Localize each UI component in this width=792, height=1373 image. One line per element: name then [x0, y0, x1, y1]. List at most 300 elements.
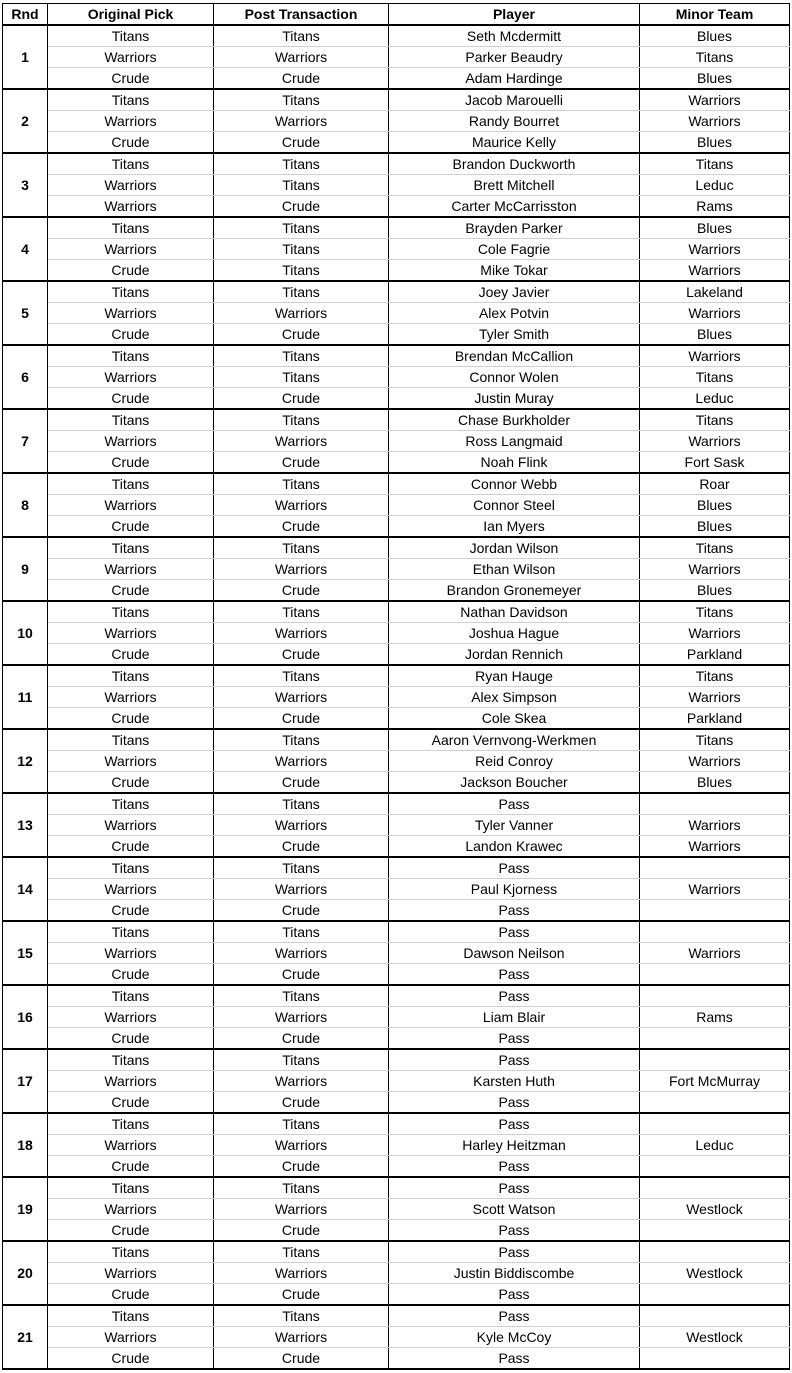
original-pick-cell: Warriors	[48, 367, 214, 388]
player-cell: Landon Krawec	[389, 836, 640, 858]
round-number: 9	[3, 537, 48, 601]
header-rnd: Rnd	[3, 4, 48, 26]
post-transaction-cell: Warriors	[214, 623, 389, 644]
table-row	[3, 175, 790, 196]
round-number: 19	[3, 1177, 48, 1241]
post-transaction-cell: Titans	[214, 473, 389, 495]
post-transaction-cell: Titans	[214, 281, 389, 303]
original-pick-cell: Crude	[48, 1220, 214, 1242]
table-row	[3, 815, 790, 836]
minor-team-cell	[640, 793, 790, 815]
minor-team-cell: Blues	[640, 132, 790, 154]
post-transaction-cell: Warriors	[214, 1199, 389, 1220]
original-pick-cell: Warriors	[48, 1007, 214, 1028]
player-cell: Jordan Wilson	[389, 537, 640, 559]
player-cell: Pass	[389, 1348, 640, 1370]
table-row	[3, 1199, 790, 1220]
player-cell: Pass	[389, 985, 640, 1007]
table-row	[3, 1327, 790, 1348]
original-pick-cell: Crude	[48, 324, 214, 346]
player-cell: Brandon Gronemeyer	[389, 580, 640, 602]
player-cell: Maurice Kelly	[389, 132, 640, 154]
original-pick-cell: Warriors	[48, 559, 214, 580]
post-transaction-cell: Titans	[214, 793, 389, 815]
post-transaction-cell: Warriors	[214, 1007, 389, 1028]
table-row	[3, 793, 790, 815]
post-transaction-cell: Titans	[214, 1241, 389, 1263]
post-transaction-cell: Warriors	[214, 431, 389, 452]
table-row	[3, 281, 790, 303]
minor-team-cell: Roar	[640, 473, 790, 495]
minor-team-cell: Leduc	[640, 388, 790, 410]
round-number: 15	[3, 921, 48, 985]
player-cell: Pass	[389, 964, 640, 986]
post-transaction-cell: Warriors	[214, 687, 389, 708]
player-cell: Pass	[389, 1092, 640, 1114]
original-pick-cell: Warriors	[48, 1199, 214, 1220]
original-pick-cell: Crude	[48, 1284, 214, 1306]
post-transaction-cell: Crude	[214, 964, 389, 986]
post-transaction-cell: Warriors	[214, 495, 389, 516]
player-cell: Pass	[389, 900, 640, 922]
player-cell: Justin Muray	[389, 388, 640, 410]
round-number: 20	[3, 1241, 48, 1305]
original-pick-cell: Titans	[48, 1305, 214, 1327]
original-pick-cell: Titans	[48, 601, 214, 623]
post-transaction-cell: Warriors	[214, 879, 389, 900]
table-row	[3, 196, 790, 218]
original-pick-cell: Warriors	[48, 239, 214, 260]
original-pick-cell: Warriors	[48, 687, 214, 708]
original-pick-cell: Titans	[48, 1241, 214, 1263]
original-pick-cell: Titans	[48, 1113, 214, 1135]
table-row	[3, 1113, 790, 1135]
post-transaction-cell: Warriors	[214, 559, 389, 580]
table-row	[3, 559, 790, 580]
player-cell: Connor Webb	[389, 473, 640, 495]
table-row	[3, 729, 790, 751]
minor-team-cell: Blues	[640, 772, 790, 794]
original-pick-cell: Titans	[48, 793, 214, 815]
table-row	[3, 68, 790, 90]
minor-team-cell: Westlock	[640, 1199, 790, 1220]
table-row	[3, 1241, 790, 1263]
minor-team-cell	[640, 1348, 790, 1370]
post-transaction-cell: Crude	[214, 1028, 389, 1050]
table-row	[3, 900, 790, 922]
table-row	[3, 964, 790, 986]
table-row	[3, 644, 790, 666]
minor-team-cell	[640, 1284, 790, 1306]
player-cell: Cole Fagrie	[389, 239, 640, 260]
table-row	[3, 537, 790, 559]
player-cell: Alex Simpson	[389, 687, 640, 708]
table-row	[3, 772, 790, 794]
table-row	[3, 153, 790, 175]
player-cell: Brendan McCallion	[389, 345, 640, 367]
original-pick-cell: Warriors	[48, 943, 214, 964]
minor-team-cell: Blues	[640, 495, 790, 516]
player-cell: Pass	[389, 1305, 640, 1327]
player-cell: Carter McCarrisston	[389, 196, 640, 218]
original-pick-cell: Titans	[48, 217, 214, 239]
original-pick-cell: Warriors	[48, 1327, 214, 1348]
table-row	[3, 495, 790, 516]
player-cell: Pass	[389, 1177, 640, 1199]
original-pick-cell: Warriors	[48, 751, 214, 772]
player-cell: Kyle McCoy	[389, 1327, 640, 1348]
minor-team-cell: Titans	[640, 47, 790, 68]
player-cell: Pass	[389, 857, 640, 879]
post-transaction-cell: Crude	[214, 452, 389, 474]
original-pick-cell: Crude	[48, 68, 214, 90]
player-cell: Seth Mcdermitt	[389, 25, 640, 47]
round-number: 10	[3, 601, 48, 665]
original-pick-cell: Crude	[48, 388, 214, 410]
original-pick-cell: Warriors	[48, 47, 214, 68]
post-transaction-cell: Crude	[214, 324, 389, 346]
table-row	[3, 1092, 790, 1114]
table-row	[3, 303, 790, 324]
round-number: 4	[3, 217, 48, 281]
minor-team-cell: Warriors	[640, 879, 790, 900]
original-pick-cell: Warriors	[48, 1263, 214, 1284]
table-row	[3, 431, 790, 452]
post-transaction-cell: Crude	[214, 132, 389, 154]
table-row	[3, 1156, 790, 1178]
minor-team-cell: Blues	[640, 324, 790, 346]
player-cell: Tyler Vanner	[389, 815, 640, 836]
minor-team-cell: Blues	[640, 580, 790, 602]
original-pick-cell: Crude	[48, 516, 214, 538]
player-cell: Ryan Hauge	[389, 665, 640, 687]
post-transaction-cell: Crude	[214, 196, 389, 218]
post-transaction-cell: Warriors	[214, 303, 389, 324]
round-number: 7	[3, 409, 48, 473]
minor-team-cell: Warriors	[640, 559, 790, 580]
table-row	[3, 1177, 790, 1199]
minor-team-cell: Titans	[640, 537, 790, 559]
round-number: 13	[3, 793, 48, 857]
minor-team-cell: Warriors	[640, 751, 790, 772]
table-row	[3, 89, 790, 111]
player-cell: Connor Wolen	[389, 367, 640, 388]
table-row	[3, 601, 790, 623]
minor-team-cell: Titans	[640, 153, 790, 175]
post-transaction-cell: Warriors	[214, 111, 389, 132]
post-transaction-cell: Titans	[214, 985, 389, 1007]
minor-team-cell: Warriors	[640, 303, 790, 324]
player-cell: Nathan Davidson	[389, 601, 640, 623]
minor-team-cell: Fort McMurray	[640, 1071, 790, 1092]
minor-team-cell: Warriors	[640, 687, 790, 708]
round-number: 21	[3, 1305, 48, 1369]
table-row	[3, 1135, 790, 1156]
minor-team-cell	[640, 1241, 790, 1263]
original-pick-cell: Crude	[48, 132, 214, 154]
minor-team-cell: Blues	[640, 25, 790, 47]
player-cell: Pass	[389, 1241, 640, 1263]
player-cell: Ross Langmaid	[389, 431, 640, 452]
post-transaction-cell: Titans	[214, 217, 389, 239]
original-pick-cell: Titans	[48, 729, 214, 751]
header-post-transaction: Post Transaction	[214, 4, 389, 26]
minor-team-cell: Titans	[640, 729, 790, 751]
minor-team-cell: Warriors	[640, 943, 790, 964]
table-row	[3, 751, 790, 772]
table-row	[3, 836, 790, 858]
table-row	[3, 1071, 790, 1092]
round-number: 3	[3, 153, 48, 217]
original-pick-cell: Warriors	[48, 303, 214, 324]
original-pick-cell: Crude	[48, 836, 214, 858]
header-player: Player	[389, 4, 640, 26]
post-transaction-cell: Crude	[214, 1156, 389, 1178]
original-pick-cell: Warriors	[48, 495, 214, 516]
table-row	[3, 985, 790, 1007]
table-row	[3, 1348, 790, 1370]
original-pick-cell: Titans	[48, 1177, 214, 1199]
player-cell: Joshua Hague	[389, 623, 640, 644]
post-transaction-cell: Crude	[214, 1284, 389, 1306]
post-transaction-cell: Warriors	[214, 1071, 389, 1092]
post-transaction-cell: Crude	[214, 1220, 389, 1242]
player-cell: Paul Kjorness	[389, 879, 640, 900]
post-transaction-cell: Titans	[214, 1305, 389, 1327]
round-number: 2	[3, 89, 48, 153]
draft-body	[3, 25, 790, 1369]
post-transaction-cell: Warriors	[214, 1263, 389, 1284]
player-cell: Pass	[389, 1284, 640, 1306]
original-pick-cell: Crude	[48, 644, 214, 666]
player-cell: Pass	[389, 921, 640, 943]
post-transaction-cell: Titans	[214, 729, 389, 751]
table-row	[3, 473, 790, 495]
original-pick-cell: Titans	[48, 1049, 214, 1071]
minor-team-cell	[640, 1028, 790, 1050]
original-pick-cell: Crude	[48, 260, 214, 282]
post-transaction-cell: Crude	[214, 644, 389, 666]
player-cell: Pass	[389, 1049, 640, 1071]
player-cell: Parker Beaudry	[389, 47, 640, 68]
player-cell: Pass	[389, 1113, 640, 1135]
minor-team-cell	[640, 1049, 790, 1071]
minor-team-cell: Warriors	[640, 623, 790, 644]
player-cell: Jacob Marouelli	[389, 89, 640, 111]
original-pick-cell: Titans	[48, 985, 214, 1007]
table-row	[3, 879, 790, 900]
minor-team-cell: Warriors	[640, 111, 790, 132]
post-transaction-cell: Crude	[214, 836, 389, 858]
post-transaction-cell: Titans	[214, 345, 389, 367]
table-row	[3, 516, 790, 538]
table-row	[3, 1028, 790, 1050]
player-cell: Pass	[389, 1156, 640, 1178]
table-row	[3, 25, 790, 47]
player-cell: Pass	[389, 1028, 640, 1050]
player-cell: Joey Javier	[389, 281, 640, 303]
post-transaction-cell: Crude	[214, 516, 389, 538]
player-cell: Connor Steel	[389, 495, 640, 516]
table-row	[3, 260, 790, 282]
original-pick-cell: Titans	[48, 281, 214, 303]
minor-team-cell: Titans	[640, 665, 790, 687]
player-cell: Jackson Boucher	[389, 772, 640, 794]
round-number: 11	[3, 665, 48, 729]
post-transaction-cell: Crude	[214, 1092, 389, 1114]
post-transaction-cell: Crude	[214, 388, 389, 410]
post-transaction-cell: Crude	[214, 900, 389, 922]
table-row	[3, 665, 790, 687]
player-cell: Tyler Smith	[389, 324, 640, 346]
original-pick-cell: Warriors	[48, 623, 214, 644]
player-cell: Dawson Neilson	[389, 943, 640, 964]
player-cell: Noah Flink	[389, 452, 640, 474]
minor-team-cell: Blues	[640, 516, 790, 538]
table-row	[3, 367, 790, 388]
minor-team-cell: Leduc	[640, 1135, 790, 1156]
post-transaction-cell: Titans	[214, 239, 389, 260]
original-pick-cell: Titans	[48, 25, 214, 47]
post-transaction-cell: Titans	[214, 409, 389, 431]
player-cell: Harley Heitzman	[389, 1135, 640, 1156]
original-pick-cell: Crude	[48, 772, 214, 794]
table-row	[3, 1263, 790, 1284]
post-transaction-cell: Warriors	[214, 1327, 389, 1348]
minor-team-cell	[640, 964, 790, 986]
header-original-pick: Original Pick	[48, 4, 214, 26]
post-transaction-cell: Titans	[214, 1113, 389, 1135]
player-cell: Aaron Vernvong-Werkmen	[389, 729, 640, 751]
player-cell: Brett Mitchell	[389, 175, 640, 196]
table-row	[3, 217, 790, 239]
player-cell: Brandon Duckworth	[389, 153, 640, 175]
original-pick-cell: Crude	[48, 1156, 214, 1178]
minor-team-cell: Warriors	[640, 815, 790, 836]
minor-team-cell: Rams	[640, 196, 790, 218]
post-transaction-cell: Crude	[214, 772, 389, 794]
original-pick-cell: Titans	[48, 345, 214, 367]
round-number: 6	[3, 345, 48, 409]
table-row	[3, 1305, 790, 1327]
table-row	[3, 47, 790, 68]
original-pick-cell: Crude	[48, 708, 214, 730]
draft-table	[2, 3, 790, 1370]
original-pick-cell: Crude	[48, 900, 214, 922]
player-cell: Reid Conroy	[389, 751, 640, 772]
player-cell: Karsten Huth	[389, 1071, 640, 1092]
post-transaction-cell: Crude	[214, 708, 389, 730]
original-pick-cell: Titans	[48, 89, 214, 111]
minor-team-cell	[640, 1177, 790, 1199]
minor-team-cell	[640, 1220, 790, 1242]
table-row	[3, 452, 790, 474]
original-pick-cell: Warriors	[48, 1135, 214, 1156]
original-pick-cell: Titans	[48, 537, 214, 559]
round-number: 16	[3, 985, 48, 1049]
minor-team-cell: Parkland	[640, 708, 790, 730]
post-transaction-cell: Warriors	[214, 751, 389, 772]
player-cell: Justin Biddiscombe	[389, 1263, 640, 1284]
minor-team-cell	[640, 1156, 790, 1178]
original-pick-cell: Titans	[48, 857, 214, 879]
original-pick-cell: Crude	[48, 580, 214, 602]
player-cell: Scott Watson	[389, 1199, 640, 1220]
table-row	[3, 687, 790, 708]
player-cell: Pass	[389, 1220, 640, 1242]
player-cell: Brayden Parker	[389, 217, 640, 239]
player-cell: Cole Skea	[389, 708, 640, 730]
minor-team-cell: Lakeland	[640, 281, 790, 303]
original-pick-cell: Crude	[48, 964, 214, 986]
table-row	[3, 1284, 790, 1306]
minor-team-cell	[640, 857, 790, 879]
round-number: 5	[3, 281, 48, 345]
table-row	[3, 857, 790, 879]
original-pick-cell: Crude	[48, 1028, 214, 1050]
player-cell: Adam Hardinge	[389, 68, 640, 90]
header-minor-team: Minor Team	[640, 4, 790, 26]
original-pick-cell: Warriors	[48, 175, 214, 196]
minor-team-cell: Blues	[640, 217, 790, 239]
original-pick-cell: Titans	[48, 409, 214, 431]
round-number: 1	[3, 25, 48, 89]
original-pick-cell: Warriors	[48, 196, 214, 218]
minor-team-cell	[640, 1113, 790, 1135]
original-pick-cell: Titans	[48, 153, 214, 175]
minor-team-cell: Westlock	[640, 1327, 790, 1348]
post-transaction-cell: Warriors	[214, 943, 389, 964]
table-row	[3, 345, 790, 367]
table-row	[3, 324, 790, 346]
original-pick-cell: Crude	[48, 452, 214, 474]
post-transaction-cell: Crude	[214, 1348, 389, 1370]
player-cell: Randy Bourret	[389, 111, 640, 132]
post-transaction-cell: Crude	[214, 68, 389, 90]
post-transaction-cell: Titans	[214, 1177, 389, 1199]
table-row	[3, 239, 790, 260]
minor-team-cell	[640, 900, 790, 922]
player-cell: Liam Blair	[389, 1007, 640, 1028]
minor-team-cell	[640, 921, 790, 943]
minor-team-cell	[640, 1092, 790, 1114]
post-transaction-cell: Warriors	[214, 47, 389, 68]
original-pick-cell: Crude	[48, 1348, 214, 1370]
minor-team-cell: Titans	[640, 409, 790, 431]
round-number: 17	[3, 1049, 48, 1113]
minor-team-cell: Parkland	[640, 644, 790, 666]
minor-team-cell: Fort Sask	[640, 452, 790, 474]
original-pick-cell: Crude	[48, 1092, 214, 1114]
original-pick-cell: Warriors	[48, 431, 214, 452]
minor-team-cell	[640, 1305, 790, 1327]
post-transaction-cell: Titans	[214, 25, 389, 47]
original-pick-cell: Warriors	[48, 879, 214, 900]
minor-team-cell: Warriors	[640, 239, 790, 260]
original-pick-cell: Titans	[48, 921, 214, 943]
post-transaction-cell: Titans	[214, 537, 389, 559]
original-pick-cell: Titans	[48, 665, 214, 687]
player-cell: Ethan Wilson	[389, 559, 640, 580]
post-transaction-cell: Titans	[214, 89, 389, 111]
post-transaction-cell: Titans	[214, 153, 389, 175]
table-row	[3, 580, 790, 602]
header-row	[3, 4, 790, 26]
post-transaction-cell: Titans	[214, 665, 389, 687]
post-transaction-cell: Titans	[214, 367, 389, 388]
post-transaction-cell: Crude	[214, 580, 389, 602]
table-row	[3, 921, 790, 943]
